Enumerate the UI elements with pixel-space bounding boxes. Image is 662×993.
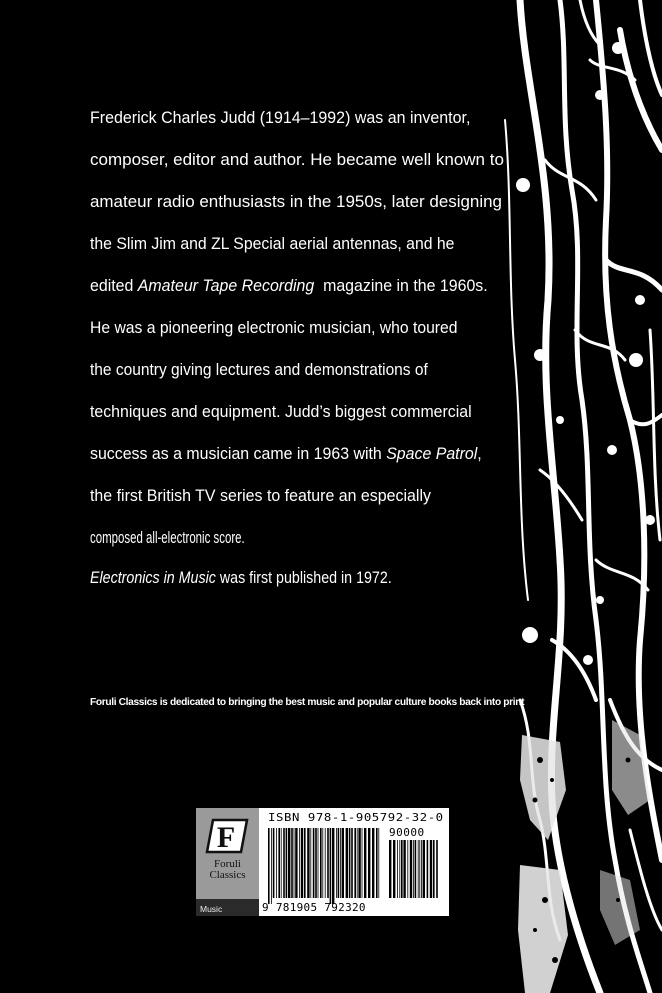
barcode-bar	[330, 828, 332, 904]
barcode-bar	[342, 828, 344, 898]
logo-letter: F	[216, 821, 236, 854]
barcode-bar	[389, 840, 391, 898]
category-label: Music	[200, 904, 223, 914]
barcode-bar	[436, 840, 438, 898]
barcode-bar	[273, 828, 275, 898]
blurb-text: was first published in 1972.	[215, 568, 392, 587]
barcode-bar	[286, 828, 288, 898]
barcode-bar	[351, 828, 353, 898]
barcode-bar	[301, 828, 303, 898]
blurb-line	[90, 568, 442, 588]
barcode-bar	[271, 828, 272, 904]
barcode-bar	[276, 828, 277, 898]
barcode-bar	[322, 828, 323, 898]
publisher-tagline: Foruli Classics is dedicated to bringing the best music and popular culture books back into print	[90, 697, 525, 708]
barcode-bar	[415, 840, 417, 898]
blurb-text: success as a musician came in 1963 with	[90, 444, 387, 463]
barcode-bar	[358, 828, 360, 898]
blurb-line	[90, 276, 488, 296]
ean-digits: 9 781905 792320	[262, 901, 366, 914]
barcode-bar	[320, 828, 322, 898]
blurb-line: techniques and equipment. Judd’s biggest commercial	[90, 402, 472, 421]
barcode-bar	[418, 840, 419, 898]
barcode-bar	[407, 840, 408, 898]
barcode-bar	[288, 828, 290, 898]
barcode-bar	[410, 840, 412, 898]
barcode-bar	[372, 828, 374, 898]
barcode-bar	[393, 840, 395, 898]
barcode-bar	[349, 828, 351, 898]
barcode-bar	[354, 828, 356, 898]
barcode-bar	[421, 840, 422, 898]
ean-barcode	[268, 828, 380, 904]
blurb-text: ,	[477, 444, 482, 463]
barcode-bar	[357, 828, 358, 898]
barcode-bar	[376, 828, 378, 898]
barcode-bar	[283, 828, 285, 898]
blurb-line: the first British TV series to feature an especially	[90, 486, 431, 505]
barcode-bar	[313, 828, 315, 898]
barcode-bar	[423, 840, 425, 898]
foruli-f-icon	[205, 818, 249, 854]
barcode-bar	[364, 828, 366, 898]
publisher-name	[196, 859, 259, 881]
author-blurb	[90, 108, 510, 610]
magazine-title: Amateur Tape Recording	[137, 276, 315, 295]
publisher-name-line: Foruli	[214, 858, 241, 870]
barcode-bar	[295, 828, 297, 898]
barcode-bar	[397, 840, 398, 898]
barcode-bar	[310, 828, 311, 898]
barcode-bar	[427, 840, 429, 898]
publisher-name-line: Classics	[209, 869, 246, 881]
book-title: Electronics in Music	[90, 568, 216, 587]
barcode-bar	[401, 840, 403, 898]
barcode-bar	[327, 828, 329, 898]
barcode-bar	[346, 828, 348, 898]
tv-series-title: Space Patrol	[386, 444, 478, 463]
blurb-line: the Slim Jim and ZL Special aerial antennas, and he	[90, 234, 455, 253]
barcode-bar	[307, 828, 309, 898]
category-strip	[196, 899, 259, 916]
barcode-bar	[315, 828, 317, 898]
barcode-bar	[413, 840, 414, 898]
blurb-text: edited	[90, 276, 138, 295]
barcode-bar	[281, 828, 282, 898]
barcode-bar	[325, 828, 326, 898]
blurb-line: Frederick Charles Judd (1914–1992) was an inventor,	[90, 108, 471, 127]
blurb-line: composer, editor and author. He became well known to	[90, 150, 504, 169]
barcode-bar	[419, 840, 420, 898]
barcode-bar	[336, 828, 337, 898]
blurb-text: magazine in the 1960s.	[314, 276, 488, 295]
barcode-bar	[399, 840, 400, 898]
addon-barcode	[389, 840, 439, 904]
barcode-bar	[338, 828, 340, 898]
barcode-bar	[278, 828, 280, 898]
barcode-bar	[318, 828, 319, 898]
barcode-bar	[430, 840, 432, 898]
barcode-bar	[304, 828, 306, 898]
barcode-bar	[299, 828, 300, 898]
blurb-line: He was a pioneering electronic musician, who toured	[90, 318, 458, 337]
barcode-bar	[362, 828, 363, 898]
barcode-bar	[403, 840, 405, 898]
barcode-panel	[196, 808, 449, 916]
blurb-line: the country giving lectures and demonstrations of	[90, 360, 428, 379]
barcode-bar	[332, 828, 334, 904]
blurb-line: amateur radio enthusiasts in the 1950s, later designing	[90, 192, 502, 211]
addon-price: 90000	[389, 826, 425, 839]
barcode-bar	[294, 828, 295, 898]
barcode-bar	[378, 828, 379, 898]
blurb-line: composed all-electronic score.	[90, 528, 245, 547]
barcode-bar	[433, 840, 435, 898]
publisher-logo	[196, 808, 259, 916]
isbn-label: ISBN 978-1-905792-32-0	[268, 811, 444, 824]
barcode-bar	[291, 828, 293, 898]
barcode-bar	[268, 828, 270, 904]
barcode-bar	[368, 828, 370, 898]
barcode-bar	[340, 828, 341, 898]
blurb-line	[90, 444, 483, 464]
